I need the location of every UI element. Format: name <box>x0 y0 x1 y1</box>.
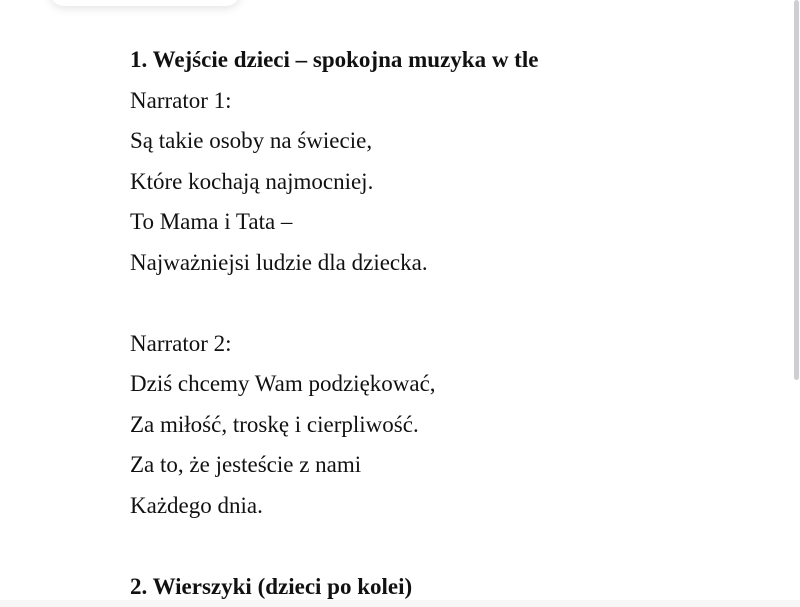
section-2-heading: 2. Wierszyki (dzieci po kolei) <box>130 567 770 607</box>
narrator-2-line: Za miłość, troskę i cierpliwość. <box>130 405 770 446</box>
top-overlay-card <box>50 0 240 6</box>
narrator-1-line: Są takie osoby na świecie, <box>130 121 770 162</box>
scrollbar-thumb[interactable] <box>794 0 799 380</box>
narrator-1-line: To Mama i Tata – <box>130 202 770 243</box>
scrollbar[interactable] <box>794 0 800 600</box>
narrator-2-line: Każdego dnia. <box>130 486 770 527</box>
narrator-1-label: Narrator 1: <box>130 81 770 122</box>
narrator-2-line: Za to, że jesteście z nami <box>130 445 770 486</box>
document-body <box>130 40 770 607</box>
narrator-2-label: Narrator 2: <box>130 324 770 365</box>
paragraph-gap <box>130 526 770 567</box>
paragraph-gap <box>130 283 770 324</box>
section-1-heading: 1. Wejście dzieci – spokojna muzyka w tle <box>130 40 770 81</box>
narrator-2-line: Dziś chcemy Wam podziękować, <box>130 364 770 405</box>
narrator-1-line: Które kochają najmocniej. <box>130 162 770 203</box>
narrator-1-line: Najważniejsi ludzie dla dziecka. <box>130 243 770 284</box>
